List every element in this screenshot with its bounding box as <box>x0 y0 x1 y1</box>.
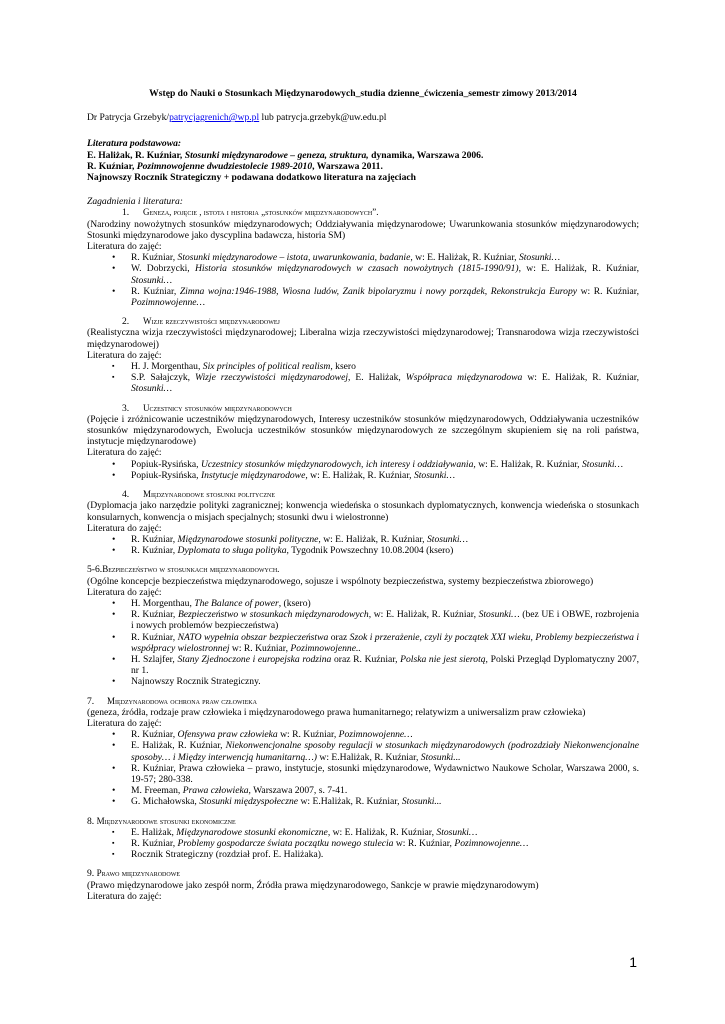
bullet-icon: • <box>112 676 116 688</box>
section-description: (Pojęcie i zróżnicowanie uczestników międzynarodowych, Interesy uczestników stosunków międzynarodowych, Oddziaływania uczestników stosunków międzynarodowych, Ewolucja uczestników stosunków międzynarodowych ze szczególnym skupieniem się na roli państwa, instytucje międzynarodowe) <box>87 413 639 448</box>
email-text: patrycja.grzebyk@uw.edu.pl <box>276 112 387 124</box>
bullet-icon: • <box>112 631 116 643</box>
literature-label: Literatura do zajęć: <box>87 586 162 598</box>
basic-literature-item: R. Kuźniar, Pozimnowojenne dwudziestolecie 1989-2010, Warszawa 2011. <box>87 160 383 172</box>
list-item: • Popiuk-Rysińska, Instytucje międzynarodowe, w: E. Haliżak, R. Kuźniar, Stosunki… <box>112 469 455 481</box>
square-bullet-icon: ▪ <box>112 827 115 836</box>
section-heading: 2. Wizje rzeczywistości międzynarodowej <box>122 316 280 328</box>
literature-list <box>87 729 639 807</box>
bullet-icon: • <box>112 597 116 609</box>
section-description: (Ogólne koncepcje bezpieczeństwa międzynarodowego, sojusze i wspólnoty bezpieczeństwa, systemy bezpieczeństwa zbiorowego) <box>87 575 594 587</box>
section-description: (Narodziny nowożytnych stosunków międzynarodowych; Oddziaływania międzynarodowe; Uwarunkowania stosunków międzynarodowych; Stosunki międzynarodowe jako dyscyplina badawcza, historia SM) <box>87 218 639 241</box>
literature-label: Literatura do zajęć: <box>87 890 162 902</box>
author-prefix: Dr Patrycja Grzebyk/ <box>87 112 170 124</box>
list-item: • R. Kuźniar, Dyplomata to sługa polityka, Tygodnik Powszechny 10.08.2004 (ksero) <box>112 545 454 557</box>
list-item: • R. Kuźniar, Zimna wojna:1946-1988, Wiosna ludów, Zanik bipolaryzmu i nowy porządek, Rekonstrukcja Europy w: R. Kuźniar, Pozimnowojenne… <box>112 285 640 309</box>
bullet-icon: • <box>112 740 116 752</box>
literature-list <box>87 598 639 688</box>
section-heading: 9. Prawo międzynarodowe <box>87 868 181 880</box>
bullet-icon: • <box>112 785 116 797</box>
bullet-icon: • <box>112 285 116 297</box>
document-page <box>87 88 639 910</box>
section-description: (geneza, źródła, rodzaje praw człowieka i międzynarodowego prawa humanitarnego; relatywizm a uniwersalizm praw człowieka) <box>87 706 586 718</box>
list-item: • H. Szlajfer, Stany Zjednoczone i europejska rodzina oraz R. Kuźniar, Polska nie jest sierotą, Polski Przegląd Dyplomatyczny 2007, nr 1. <box>112 653 640 677</box>
bullet-icon: • <box>112 545 116 557</box>
square-bullet-icon: ▪ <box>112 362 115 371</box>
section-4 <box>87 489 639 556</box>
list-item: ▪ S.P. Sałajczyk, Wizje rzeczywistości międzynarodowej, E. Haliżak, Współpraca międzynarodowa w: E. Haliżak, R. Kuźniar, Stosunki… <box>112 372 639 395</box>
topics-heading: Zagadnienia i literatura: <box>87 196 183 208</box>
bullet-icon: • <box>112 263 116 275</box>
section-heading: 8. Międzynarodowe stosunki ekonomiczne <box>87 815 236 827</box>
section-1 <box>87 207 639 308</box>
section-2 <box>87 316 639 394</box>
bullet-icon: • <box>112 469 116 481</box>
bullet-icon: • <box>112 533 116 545</box>
list-item: • R. Kuźniar, Międzynarodowe stosunki polityczne, w: E. Haliżak, R. Kuźniar, Stosunki… <box>112 533 469 545</box>
bullet-icon: • <box>112 796 116 808</box>
square-bullet-icon: ▪ <box>112 373 115 382</box>
basic-literature-item: E. Haliżak, R. Kuźniar, Stosunki międzynarodowe – geneza, struktura, dynamika, Warszawa 2006. <box>87 149 484 161</box>
section-5-6 <box>87 564 639 687</box>
section-description: (Prawo międzynarodowe jako zespół norm, Źródła prawa międzynarodowego, Sankcje w prawie międzynarodowym) <box>87 879 539 891</box>
section-description: (Dyplomacja jako narzędzie polityki zagranicznej; konwencja wiedeńska o stosunkach dyplomatycznych, konwencja wiedeńska o stosunkach konsularnych, konwencja o misjach specjalnych; stosunki dwu i wielostronne) <box>87 500 639 523</box>
literature-label: Literatura do zajęć: <box>87 447 162 459</box>
basic-literature-heading: Literatura podstawowa: <box>87 138 182 150</box>
section-heading: 5-6.Bezpieczeństwo w stosunkach międzynarodowych. <box>87 564 280 576</box>
section-heading: 1. Geneza, pojęcie , istota i historia „stosunków międzynarodowych”. <box>122 207 379 219</box>
list-item: • W. Dobrzycki, Historia stosunków międzynarodowych w czasach nowożytnych (1815-1990/91), w: E. Haliżak, R. Kuźniar, Stosunki… <box>112 263 640 286</box>
basic-literature <box>87 138 639 183</box>
literature-list <box>87 534 639 556</box>
section-heading: 3. Uczestnicy stosunków międzynarodowych <box>122 402 292 414</box>
list-item: ▪ H. J. Morgenthau, Six principles of political realism, ksero <box>112 361 356 373</box>
list-item: • H. Morgenthau, The Balance of power, (ksero) <box>112 597 311 609</box>
literature-label: Literatura do zajęć: <box>87 241 162 253</box>
section-3 <box>87 403 639 481</box>
list-item: • G. Michałowska, Stosunki międzyspołeczne w: E.Haliżak, R. Kuźniar, Stosunki... <box>112 796 442 808</box>
section-heading: 7. Międzynarodowa ochrona praw człowieka <box>87 695 257 707</box>
list-item: ▪ R. Kuźniar, Problemy gospodarcze świata początku nowego stulecia w: R. Kuźniar, Pozimnowojenne… <box>112 837 529 849</box>
list-item: ▪ E. Haliżak, Międzynarodowe stosunki ekonomiczne, w: E. Haliżak, R. Kuźniar, Stosunki… <box>112 826 478 838</box>
list-item: • Popiuk-Rysińska, Uczestnicy stosunków międzynarodowych, ich interesy i oddziaływania, w: E. Haliżak, R. Kuźniar, Stosunki… <box>112 458 624 470</box>
square-bullet-icon: ▪ <box>112 838 115 847</box>
bullet-icon: • <box>112 762 116 774</box>
bullet-icon: • <box>112 458 116 470</box>
list-item: • R. Kuźniar, Ofensywa praw człowieka w: R. Kuźniar, Pozimnowojenne… <box>112 729 413 741</box>
bullet-icon: • <box>112 609 116 621</box>
literature-list <box>87 252 639 308</box>
author-line: Dr Patrycja Grzebyk/patrycjagrenich@wp.pl lub patrycja.grzebyk@uw.edu.pl <box>87 112 387 124</box>
list-item: • E. Haliżak, R. Kuźniar, Niekonwencjonalne sposoby regulacji w stosunkach międzynarodowych (podrozdziały Niekonwencjonalne sposoby… i Między interwencją humanitarną…) w: E.Haliżak, R. Kuźniar, Stosunki... <box>112 740 639 763</box>
basic-literature-item: Najnowszy Rocznik Strategiczny + podawana dodatkowo literatura na zajęciach <box>87 172 416 184</box>
list-item: • R. Kuźniar, Bezpieczeństwo w stosunkach międzynarodowych, w: E. Haliżak, R. Kuźniar, Stosunki… (bez UE i OBWE, rozbrojenia i nowych problemów bezpieczeństwa) <box>112 609 639 632</box>
section-9 <box>87 868 639 902</box>
literature-label: Literatura do zajęć: <box>87 349 162 361</box>
list-item: • R. Kuźniar, Stosunki międzynarodowe – istota, uwarunkowania, badanie, w: E. Haliżak, R. Kuźniar, Stosunki… <box>112 252 560 264</box>
bullet-icon: • <box>112 252 116 264</box>
literature-list <box>87 361 639 395</box>
literature-list <box>87 827 639 861</box>
bullet-icon: • <box>112 729 116 741</box>
list-item: • R. Kuźniar, Prawa człowieka – prawo, instytucje, stosunki międzynarodowe, Wydawnictwo Naukowe Scholar, Warszawa 2000, s. 19-57; 280-338. <box>112 762 639 785</box>
list-item: • R. Kuźniar, NATO wypełnia obszar bezpieczeństwa oraz Szok i przerażenie, czyli ży początek XXI wieku, Problemy bezpieczeństwa i współpracy wielostronnej w: R. Kuźniar, Pozimnowojenne.. <box>112 631 640 654</box>
page-number: 1 <box>629 953 637 970</box>
list-item: ▪ Rocznik Strategiczny (rozdział prof. E. Haliżaka). <box>112 849 324 861</box>
square-bullet-icon: ▪ <box>112 850 115 859</box>
literature-list <box>87 459 639 481</box>
section-8 <box>87 816 639 861</box>
email-link[interactable]: patrycjagrenich@wp.pl <box>169 112 260 124</box>
literature-label: Literatura do zajęć: <box>87 522 162 534</box>
literature-label: Literatura do zajęć: <box>87 717 162 729</box>
document-title: Wstęp do Nauki o Stosunkach Międzynarodowych_studia dzienne_ćwiczenia_semestr zimowy 2013/2014 <box>149 88 577 99</box>
list-item: • M. Freeman, Prawa człowieka, Warszawa 2007, s. 7-41. <box>112 785 348 797</box>
section-7 <box>87 696 639 808</box>
list-item: • Najnowszy Rocznik Strategiczny. <box>112 676 261 688</box>
bullet-icon: • <box>112 653 116 665</box>
section-heading: 4. Międzynarodowe stosunki polityczne <box>122 489 276 501</box>
section-description: (Realistyczna wizja rzeczywistości międzynarodowej; Liberalna wizja rzeczywistości międzynarodowej; Transnarodowa wizja rzeczywistości międzynarodowej) <box>87 327 639 350</box>
